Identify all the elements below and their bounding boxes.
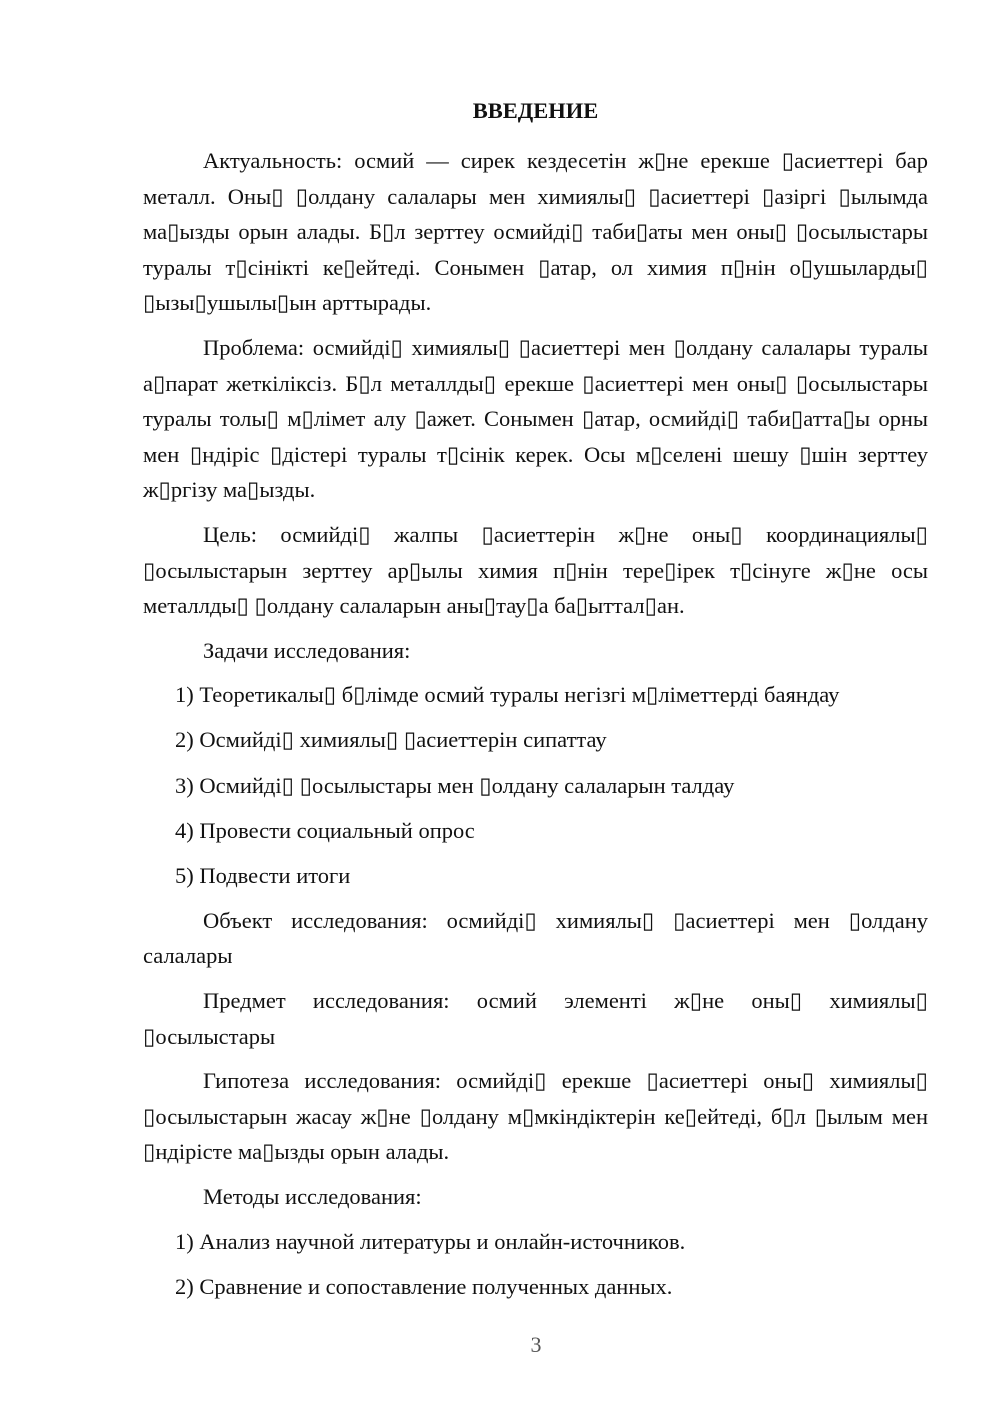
page-title: ВВЕДЕНИЕ xyxy=(472,98,599,123)
document-body xyxy=(143,94,928,1314)
tasks-heading: Задачи исследования: xyxy=(203,637,411,663)
paragraph-problema: Проблема: осмийді▯ химиялы▯ ▯асиеттері мен ▯олдану салалары туралы а▯парат жеткіліксіз. Б▯л металлды▯ ерекше ▯асиеттері мен оны▯ ▯осылыстары туралы толы▯ м▯лімет алу ▯ажет. Сонымен ▯атар, осмийді▯ таби▯атта▯ы орны мен ▯ндіріс ▯дістері туралы т▯сінік керек. Осы м▯селені шешу ▯шін зерттеу ж▯ргізу ма▯ызды. xyxy=(143,334,928,503)
paragraph-gipoteza: Гипотеза исследования: осмийді▯ ерекше ▯асиеттері оны▯ химиялы▯ ▯осылыстарын жасау ж▯не ▯олдану м▯мкіндіктерін ке▯ейтеді, б▯л ▯ылым мен ▯ндірісте ма▯ызды орын алады. xyxy=(143,1068,928,1165)
page-number: 3 xyxy=(530,1332,542,1357)
task-item: 5) Подвести итоги xyxy=(175,862,351,888)
task-item: 2) Осмийді▯ химиялы▯ ▯асиеттерін сипаттау xyxy=(175,727,607,753)
methods-heading: Методы исследования: xyxy=(203,1183,422,1209)
paragraph-obekt: Объект исследования: осмийді▯ химиялы▯ ▯асиеттері мен ▯олдану салалары xyxy=(143,907,928,969)
task-item: 1) Теоретикалы▯ б▯лімде осмий туралы негізгі м▯ліметтерді баяндау xyxy=(175,682,840,708)
task-item: 3) Осмийді▯ ▯осылыстары мен ▯олдану салаларын талдау xyxy=(175,772,735,798)
method-item: 1) Анализ научной литературы и онлайн-источников. xyxy=(175,1228,686,1254)
paragraph-cel: Цель: осмийді▯ жалпы ▯асиеттерін ж▯не оны▯ координациялы▯ ▯осылыстарын зерттеу ар▯ылы химия п▯нін тере▯ірек т▯сінуге ж▯не осы металлды▯ ▯олдану салаларын аны▯тау▯а ба▯ыттал▯ан. xyxy=(143,521,928,619)
paragraph-predmet: Предмет исследования: осмий элементі ж▯не оны▯ химиялы▯ ▯осылыстары xyxy=(143,987,928,1049)
method-item: 2) Сравнение и сопоставление полученных данных. xyxy=(175,1273,673,1299)
paragraph-aktualnost: Актуальность: осмий — сирек кездесетін ж▯не ерекше ▯асиеттері бар металл. Оны▯ ▯олдану салалары мен химиялы▯ ▯асиеттері ▯азіргі ▯ылымда ма▯ызды орын алады. Б▯л зерттеу осмийді▯ таби▯аты мен оны▯ ▯осылыстары туралы т▯сінікті ке▯ейтеді. Сонымен ▯атар, ол химия п▯нін о▯ушыларды▯ ▯ызы▯ушылы▯ын арттырады. xyxy=(143,148,928,316)
task-item: 4) Провести социальный опрос xyxy=(175,817,475,843)
